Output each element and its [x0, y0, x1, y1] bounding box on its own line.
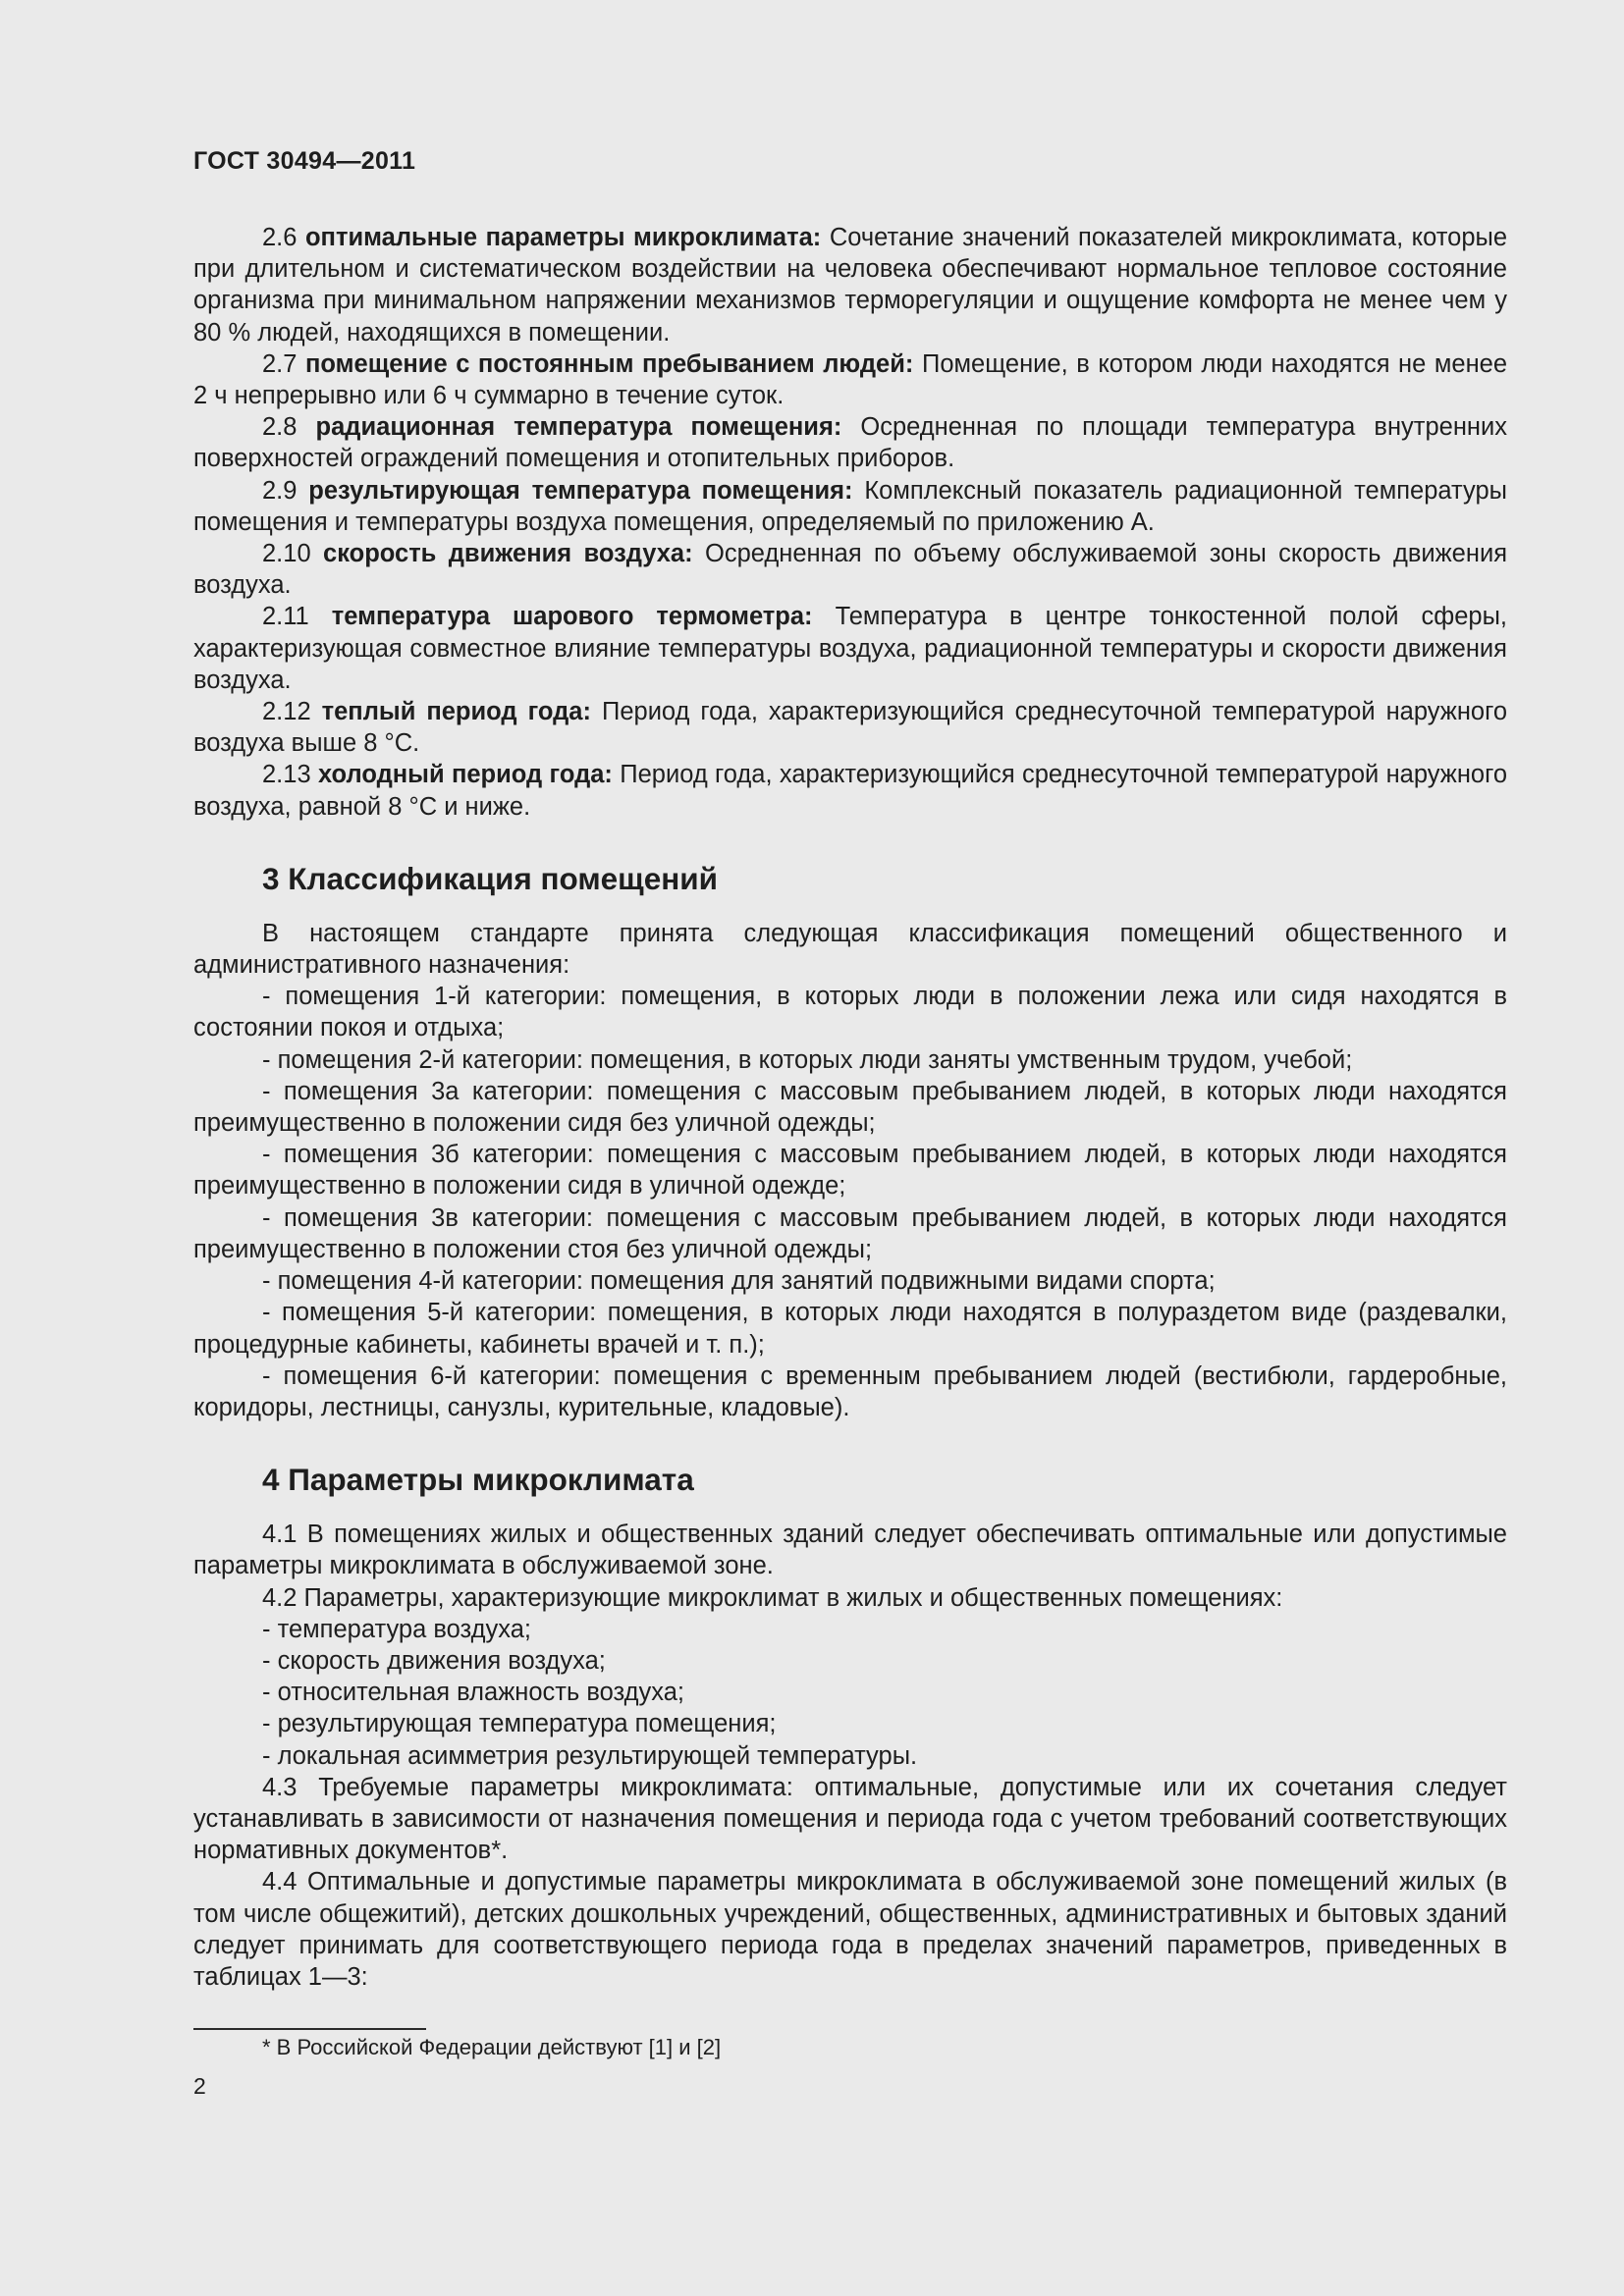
page-content	[193, 222, 1507, 1993]
clause-4-4: 4.4 Оптимальные и допустимые параметры микроклимата в обслуживаемой зоне помещений жилых (в том числе общежитий), детских дошкольных учреждений, общественных, административных и бытовых зданий следует принимать для соответствующего периода года в пределах значений параметров, приведенных в таблицах 1—3:	[193, 1868, 1507, 1991]
definition-2-8: 2.8 радиационная температура помещения: Осредненная по площади температура внутренних поверхностей ограждений помещения и отопительных приборов.	[193, 413, 1507, 473]
definition-text: Температура в центре тонкостенной полой сферы, характеризующая совместное влияние температуры воздуха, радиационной температуры и скорости движения воздуха.	[193, 603, 1507, 694]
page-number: 2	[193, 2073, 206, 2099]
section-3-intro: В настоящем стандарте принята следующая классификация помещений общественного и административного назначения:	[193, 919, 1507, 980]
document-code-header: ГОСТ 30494—2011	[193, 147, 416, 175]
definition-term: температура шарового термометра:	[331, 603, 813, 631]
definition-text: Комплексный показатель радиационной температуры помещения и температуры воздуха помещения, определяемый по приложению А.	[193, 476, 1507, 536]
definition-2-13: 2.13 холодный период года: Период года, характеризующийся среднесуточной температурой наружного воздуха, равной 8 °С и ниже.	[193, 761, 1508, 821]
category-item: - помещения 3б категории: помещения с массовым пребыванием людей, в которых люди находятся преимущественно в положении сидя в уличной одежде;	[193, 1141, 1507, 1201]
footnote: * В Российской Федерации действуют [1] и [2]	[262, 2035, 722, 2059]
category-item: - помещения 3а категории: помещения с массовым пребыванием людей, в которых люди находятся преимущественно в положении сидя без уличной одежды;	[193, 1077, 1507, 1138]
section-4-body	[193, 1519, 1507, 1993]
section-4-heading: 4 Параметры микроклимата	[262, 1462, 694, 1498]
parameter-item: - локальная асимметрия результирующей температуры.	[262, 1741, 918, 1770]
section-3-heading: 3 Классификация помещений	[262, 860, 719, 896]
clause-4-3: 4.3 Требуемые параметры микроклимата: оптимальные, допустимые или их сочетания следует устанавливать в зависимости от назначения помещения и периода года с учетом требований соответствующих нормативных документов*.	[193, 1773, 1507, 1865]
clause-4-1: 4.1 В помещениях жилых и общественных зданий следует обеспечивать оптимальные или допустимые параметры микроклимата в обслуживаемой зоне.	[193, 1521, 1507, 1580]
definition-term: радиационная температура помещения:	[315, 413, 842, 442]
category-item: - помещения 2-й категории: помещения, в которых люди заняты умственным трудом, учебой;	[262, 1045, 1353, 1074]
definition-2-9: 2.9 результирующая температура помещения: Комплексный показатель радиационной температуры помещения и температуры воздуха помещения, определяемый по приложению А.	[193, 476, 1507, 536]
section-3-body	[193, 918, 1507, 1423]
category-item: - помещения 5-й категории: помещения, в которых люди находятся в полураздетом виде (раздевалки, процедурные кабинеты, кабинеты врачей и т. п.);	[193, 1299, 1507, 1359]
parameter-item: - относительная влажность воздуха;	[262, 1679, 684, 1707]
category-item: - помещения 4-й категории: помещения для занятий подвижными видами спорта;	[262, 1267, 1216, 1296]
definition-term: помещение с постоянным пребыванием людей:	[305, 349, 914, 378]
definition-2-6: 2.6 оптимальные параметры микроклимата: Сочетание значений показателей микроклимата, которые при длительном и систематическом воздействии на человека обеспечивают нормальное тепловое состояние организма при минимальном напряжении механизмов терморегуляции и ощущение комфорта не менее чем у 80 % людей, находящихся в помещении.	[193, 224, 1508, 347]
definition-text: Период года, характеризующийся среднесуточной температурой наружного воздуха, равной 8 °С и ниже.	[193, 761, 1508, 821]
definition-term: результирующая температура помещения:	[308, 476, 853, 505]
category-item: - помещения 1-й категории: помещения, в которых люди в положении лежа или сидя находятся в состоянии покоя и отдыха;	[193, 983, 1507, 1042]
parameter-item: - результирующая температура помещения;	[262, 1710, 777, 1738]
definition-2-10: 2.10 скорость движения воздуха: Осредненная по объему обслуживаемой зоны скорость движения воздуха.	[193, 540, 1508, 600]
definition-2-11: 2.11 температура шарового термометра: Температура в центре тонкостенной полой сферы, характеризующая совместное влияние температуры воздуха, радиационной температуры и скорости движения воздуха.	[193, 603, 1507, 694]
parameter-item: - скорость движения воздуха;	[262, 1646, 606, 1675]
category-item: - помещения 3в категории: помещения с массовым пребыванием людей, в которых люди находятся преимущественно в положении стоя без уличной одежды;	[193, 1203, 1507, 1263]
footnote-separator	[193, 2028, 426, 2030]
definitions-block	[193, 222, 1507, 823]
definition-term: теплый период года:	[321, 698, 591, 726]
parameter-item: - температура воздуха;	[262, 1615, 532, 1643]
definition-term: оптимальные параметры микроклимата:	[304, 224, 822, 251]
category-item: - помещения 6-й категории: помещения с временным пребыванием людей (вестибюли, гардеробные, коридоры, лестницы, санузлы, курительные, кладовые).	[193, 1362, 1507, 1421]
definition-text: Помещение, в котором люди находятся не менее 2 ч непрерывно или 6 ч суммарно в течение суток.	[193, 349, 1508, 410]
definition-text: Сочетание значений показателей микроклимата, которые при длительном и систематическом воздействии на человека обеспечивают нормальное тепловое состояние организма при минимальном напряжении механизмов терморегуляции и ощущение комфорта не менее чем у 80 % людей, находящихся в помещении.	[193, 224, 1508, 347]
definition-2-12: 2.12 теплый период года: Период года, характеризующийся среднесуточной температурой наружного воздуха выше 8 °С.	[193, 698, 1508, 758]
definition-text: Осредненная по площади температура внутренних поверхностей ограждений помещения и отопительных приборов.	[193, 413, 1507, 473]
clause-4-2: 4.2 Параметры, характеризующие микроклимат в жилых и общественных помещениях:	[262, 1583, 1283, 1612]
definition-text: Период года, характеризующийся среднесуточной температурой наружного воздуха выше 8 °С.	[193, 698, 1508, 758]
definition-term: холодный период года:	[317, 761, 613, 789]
definition-2-7: 2.7 помещение с постоянным пребыванием людей: Помещение, в котором люди находятся не менее 2 ч непрерывно или 6 ч суммарно в течение суток.	[193, 349, 1508, 410]
definition-text: Осредненная по объему обслуживаемой зоны скорость движения воздуха.	[193, 540, 1508, 600]
definition-term: скорость движения воздуха:	[323, 540, 693, 568]
